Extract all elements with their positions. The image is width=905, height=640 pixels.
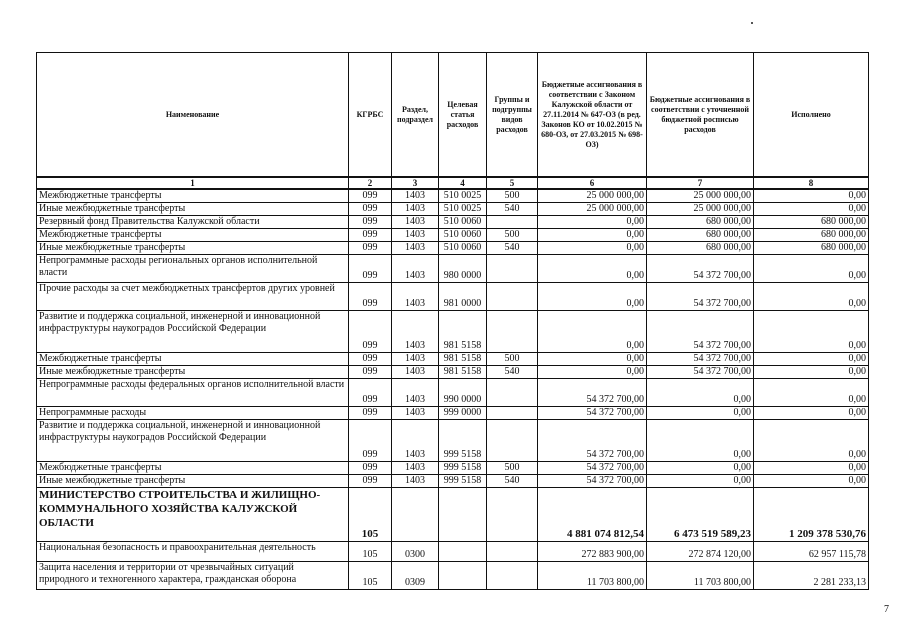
row-target-article: 510 0060 (439, 242, 487, 255)
row-kgrbs: 099 (349, 311, 392, 353)
row-name: Иные межбюджетные трансферты (37, 203, 349, 216)
row-done: 62 957 115,78 (754, 542, 869, 562)
budget-table (36, 52, 869, 590)
row-budget-law: 0,00 (538, 283, 647, 311)
table-row (37, 475, 869, 488)
table-row (37, 203, 869, 216)
col-number: 1 (37, 177, 349, 189)
table-row (37, 407, 869, 420)
row-expense-group (487, 488, 538, 542)
table-row (37, 562, 869, 590)
row-name: Иные межбюджетные трансферты (37, 366, 349, 379)
row-razdel: 1403 (392, 366, 439, 379)
row-razdel: 1403 (392, 475, 439, 488)
row-kgrbs: 099 (349, 379, 392, 407)
row-expense-group (487, 420, 538, 462)
row-target-article: 999 5158 (439, 420, 487, 462)
col-header-name: Наименование (37, 53, 349, 178)
row-target-article (439, 562, 487, 590)
row-budget-law: 0,00 (538, 311, 647, 353)
row-target-article: 999 0000 (439, 407, 487, 420)
table-row (37, 189, 869, 203)
row-done: 0,00 (754, 407, 869, 420)
column-number-row (37, 177, 869, 189)
row-expense-group: 500 (487, 353, 538, 366)
row-done: 0,00 (754, 203, 869, 216)
row-budget-plan: 272 874 120,00 (647, 542, 754, 562)
row-done: 2 281 233,13 (754, 562, 869, 590)
col-number: 7 (647, 177, 754, 189)
row-target-article: 510 0060 (439, 229, 487, 242)
row-razdel: 1403 (392, 462, 439, 475)
row-done: 0,00 (754, 311, 869, 353)
row-target-article: 980 0000 (439, 255, 487, 283)
row-target-article: 981 0000 (439, 283, 487, 311)
row-razdel: 0300 (392, 542, 439, 562)
row-budget-plan: 680 000,00 (647, 216, 754, 229)
row-razdel: 1403 (392, 407, 439, 420)
row-done: 0,00 (754, 189, 869, 203)
row-target-article: 510 0025 (439, 203, 487, 216)
row-budget-plan: 6 473 519 589,23 (647, 488, 754, 542)
row-done: 0,00 (754, 475, 869, 488)
page-number: 7 (884, 604, 889, 615)
scan-speck (751, 22, 753, 24)
row-name: Защита населения и территории от чрезвычайных ситуаций природного и техногенного характера, гражданская оборона (37, 562, 349, 590)
table-row (37, 379, 869, 407)
row-budget-law: 4 881 074 812,54 (538, 488, 647, 542)
col-number: 8 (754, 177, 869, 189)
row-razdel: 1403 (392, 283, 439, 311)
row-razdel: 1403 (392, 420, 439, 462)
table-row (37, 283, 869, 311)
row-kgrbs: 099 (349, 420, 392, 462)
row-budget-law: 0,00 (538, 242, 647, 255)
row-expense-group: 540 (487, 203, 538, 216)
row-name: Иные межбюджетные трансферты (37, 242, 349, 255)
row-budget-law: 0,00 (538, 216, 647, 229)
row-budget-law: 272 883 900,00 (538, 542, 647, 562)
row-budget-plan: 54 372 700,00 (647, 366, 754, 379)
row-budget-law: 54 372 700,00 (538, 462, 647, 475)
row-razdel: 1403 (392, 311, 439, 353)
row-razdel: 1403 (392, 216, 439, 229)
row-expense-group: 540 (487, 242, 538, 255)
col-header-done: Исполнено (754, 53, 869, 178)
row-name: Развитие и поддержка социальной, инженерной и инновационной инфраструктуры наукоградов Российской Федерации (37, 420, 349, 462)
col-header-kgrbs: КГРБС (349, 53, 392, 178)
table-row (37, 242, 869, 255)
row-kgrbs: 099 (349, 229, 392, 242)
row-name: Межбюджетные трансферты (37, 353, 349, 366)
row-target-article: 999 5158 (439, 462, 487, 475)
row-expense-group (487, 283, 538, 311)
row-kgrbs: 099 (349, 407, 392, 420)
row-name: Непрограммные расходы федеральных органов исполнительной власти (37, 379, 349, 407)
row-budget-plan: 11 703 800,00 (647, 562, 754, 590)
row-razdel: 1403 (392, 353, 439, 366)
row-budget-law: 54 372 700,00 (538, 379, 647, 407)
row-budget-plan: 25 000 000,00 (647, 189, 754, 203)
row-kgrbs: 099 (349, 353, 392, 366)
row-name: Развитие и поддержка социальной, инженерной и инновационной инфраструктуры наукоградов Российской Федерации (37, 311, 349, 353)
row-target-article (439, 488, 487, 542)
col-header-target-article: Целевая статья расходов (439, 53, 487, 178)
row-done: 1 209 378 530,76 (754, 488, 869, 542)
row-razdel: 0309 (392, 562, 439, 590)
col-number: 6 (538, 177, 647, 189)
row-name: Национальная безопасность и правоохранительная деятельность (37, 542, 349, 562)
row-done: 680 000,00 (754, 242, 869, 255)
row-expense-group (487, 407, 538, 420)
table-row (37, 366, 869, 379)
row-budget-plan: 0,00 (647, 462, 754, 475)
col-number: 2 (349, 177, 392, 189)
row-name: Прочие расходы за счет межбюджетных трансфертов других уровней (37, 283, 349, 311)
row-done: 0,00 (754, 462, 869, 475)
row-budget-law: 54 372 700,00 (538, 475, 647, 488)
row-done: 0,00 (754, 366, 869, 379)
row-expense-group: 500 (487, 189, 538, 203)
row-kgrbs: 099 (349, 475, 392, 488)
table-row (37, 488, 869, 542)
row-target-article: 510 0025 (439, 189, 487, 203)
row-kgrbs: 099 (349, 216, 392, 229)
row-budget-law: 11 703 800,00 (538, 562, 647, 590)
table-row (37, 542, 869, 562)
header-row (37, 53, 869, 178)
row-budget-plan: 680 000,00 (647, 242, 754, 255)
col-header-budget-plan: Бюджетные ассигнования в соответствии с уточненной бюджетной росписью расходов (647, 53, 754, 178)
row-razdel: 1403 (392, 242, 439, 255)
row-expense-group (487, 311, 538, 353)
row-done: 680 000,00 (754, 216, 869, 229)
col-number: 5 (487, 177, 538, 189)
row-budget-plan: 25 000 000,00 (647, 203, 754, 216)
row-expense-group (487, 379, 538, 407)
row-expense-group (487, 562, 538, 590)
row-kgrbs: 099 (349, 462, 392, 475)
row-kgrbs: 099 (349, 283, 392, 311)
row-kgrbs: 099 (349, 366, 392, 379)
row-target-article: 999 5158 (439, 475, 487, 488)
row-kgrbs: 099 (349, 255, 392, 283)
row-kgrbs: 105 (349, 542, 392, 562)
row-razdel: 1403 (392, 203, 439, 216)
row-kgrbs: 099 (349, 203, 392, 216)
table-row (37, 255, 869, 283)
row-budget-plan: 54 372 700,00 (647, 283, 754, 311)
row-name: Межбюджетные трансферты (37, 189, 349, 203)
table-row (37, 229, 869, 242)
row-done: 0,00 (754, 255, 869, 283)
row-name: Иные межбюджетные трансферты (37, 475, 349, 488)
col-header-razdel: Раздел, подраздел (392, 53, 439, 178)
row-name: МИНИСТЕРСТВО СТРОИТЕЛЬСТВА И ЖИЛИЩНО-КОММУНАЛЬНОГО ХОЗЯЙСТВА КАЛУЖСКОЙ ОБЛАСТИ (37, 488, 349, 542)
row-budget-plan: 680 000,00 (647, 229, 754, 242)
row-target-article: 981 5158 (439, 353, 487, 366)
row-kgrbs: 105 (349, 562, 392, 590)
col-header-budget-law: Бюджетные ассигнования в соответствии с Законом Калужской области от 27.11.2014 № 647-ОЗ (в ред. Законов КО от 10.02.2015 № 680-ОЗ, от 27.03.2015 № 698-ОЗ) (538, 53, 647, 178)
row-expense-group (487, 542, 538, 562)
row-razdel: 1403 (392, 189, 439, 203)
row-budget-plan: 54 372 700,00 (647, 311, 754, 353)
row-razdel (392, 488, 439, 542)
row-name: Непрограммные расходы региональных органов исполнительной власти (37, 255, 349, 283)
row-razdel: 1403 (392, 379, 439, 407)
row-kgrbs: 105 (349, 488, 392, 542)
row-budget-plan: 0,00 (647, 420, 754, 462)
row-target-article: 981 5158 (439, 311, 487, 353)
row-budget-plan: 0,00 (647, 379, 754, 407)
table-row (37, 420, 869, 462)
row-expense-group: 500 (487, 462, 538, 475)
row-expense-group (487, 255, 538, 283)
row-target-article: 990 0000 (439, 379, 487, 407)
row-budget-law: 25 000 000,00 (538, 189, 647, 203)
row-expense-group: 540 (487, 475, 538, 488)
row-razdel: 1403 (392, 229, 439, 242)
row-name: Непрограммные расходы (37, 407, 349, 420)
row-budget-plan: 0,00 (647, 407, 754, 420)
row-budget-law: 54 372 700,00 (538, 420, 647, 462)
row-budget-law: 25 000 000,00 (538, 203, 647, 216)
row-name: Резервный фонд Правительства Калужской области (37, 216, 349, 229)
row-done: 0,00 (754, 379, 869, 407)
row-done: 680 000,00 (754, 229, 869, 242)
row-expense-group: 500 (487, 229, 538, 242)
row-name: Межбюджетные трансферты (37, 462, 349, 475)
row-budget-law: 0,00 (538, 353, 647, 366)
row-budget-law: 0,00 (538, 255, 647, 283)
table-row (37, 216, 869, 229)
row-razdel: 1403 (392, 255, 439, 283)
row-done: 0,00 (754, 420, 869, 462)
col-header-expense-groups: Группы и подгруппы видов расходов (487, 53, 538, 178)
table-row (37, 462, 869, 475)
table-row (37, 311, 869, 353)
row-target-article: 510 0060 (439, 216, 487, 229)
row-budget-law: 54 372 700,00 (538, 407, 647, 420)
row-expense-group: 540 (487, 366, 538, 379)
row-budget-plan: 54 372 700,00 (647, 255, 754, 283)
row-budget-law: 0,00 (538, 229, 647, 242)
row-budget-plan: 0,00 (647, 475, 754, 488)
row-kgrbs: 099 (349, 242, 392, 255)
col-number: 3 (392, 177, 439, 189)
col-number: 4 (439, 177, 487, 189)
row-target-article: 981 5158 (439, 366, 487, 379)
row-name: Межбюджетные трансферты (37, 229, 349, 242)
row-done: 0,00 (754, 283, 869, 311)
row-budget-plan: 54 372 700,00 (647, 353, 754, 366)
row-budget-law: 0,00 (538, 366, 647, 379)
row-target-article (439, 542, 487, 562)
row-kgrbs: 099 (349, 189, 392, 203)
table-row (37, 353, 869, 366)
row-done: 0,00 (754, 353, 869, 366)
row-expense-group (487, 216, 538, 229)
